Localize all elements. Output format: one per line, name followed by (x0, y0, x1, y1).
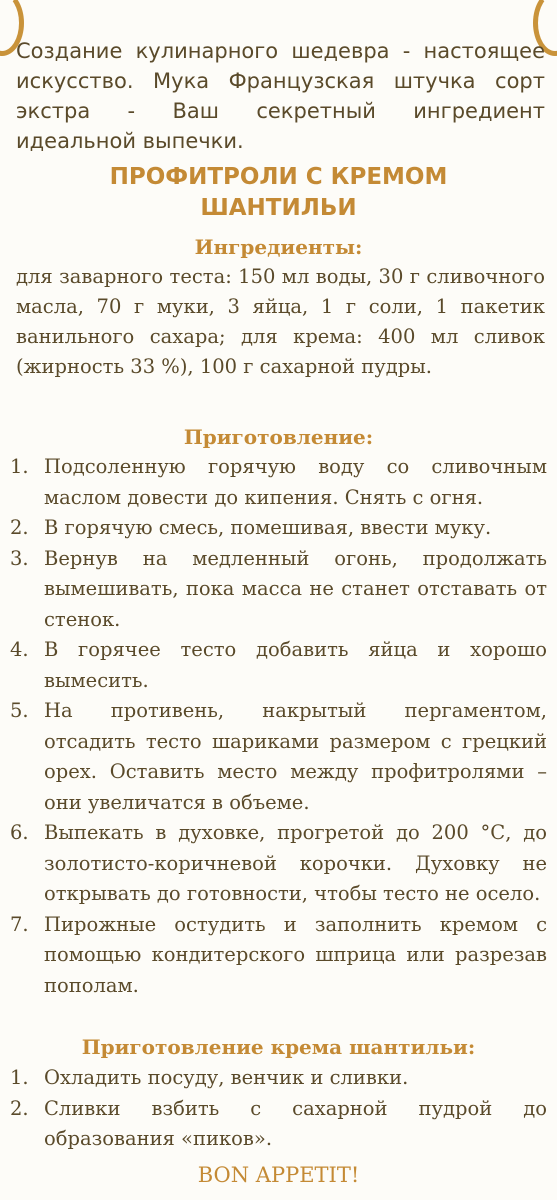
step-number: 2. (10, 516, 29, 539)
step-text: Пирожные остудить и заполнить кремом с помощью кондитерского шприца или разрезав пополам. (44, 912, 547, 997)
closing-text: BON APPETIT! (197, 1163, 360, 1187)
step-number: 1. (10, 455, 29, 478)
recipe-title: ПРОФИТРОЛИ С КРЕМОМ ШАНТИЛЬИ (109, 164, 448, 221)
preparation-steps (8, 452, 547, 1001)
intro-paragraph: Создание кулинарного шедевра - настоящее искусство. Мука Французская штучка сорт экстра - Ваш секретный ингредиент идеальной выпечки. (16, 39, 545, 153)
step-number: 2. (10, 1096, 29, 1120)
preparation-step (8, 513, 547, 544)
step-text: В горячее тесто добавить яйца и хорошо вымесить. (44, 638, 547, 692)
cream-heading: Приготовление крема шантильи: (81, 1035, 476, 1059)
preparation-step (8, 696, 547, 818)
step-text: На противень, накрытый пергаментом, отсадить тесто шариками размером с грецкий орех. Оставить место между профитролями – они увеличатся в объеме. (44, 699, 547, 814)
preparation-heading: Приготовление: (183, 425, 374, 449)
preparation-step (8, 544, 547, 636)
step-text: Сливки взбить с сахарной пудрой до образования «пиков». (44, 1096, 547, 1150)
preparation-step (8, 635, 547, 696)
step-text: Подсоленную горячую воду со сливочным маслом довести до кипения. Снять с огня. (44, 455, 547, 509)
preparation-step (8, 910, 547, 1002)
step-text: Охладить посуду, венчик и сливки. (44, 1066, 409, 1089)
step-text: В горячую смесь, помешивая, ввести муку. (44, 516, 492, 539)
step-number: 6. (10, 821, 29, 844)
step-number: 7. (10, 912, 29, 936)
preparation-step (8, 452, 547, 513)
cream-step (8, 1063, 547, 1094)
step-text: Выпекать в духовке, прогретой до 200 °С, до золотисто-коричневой корочки. Духовку не открывать до готовности, чтобы тесто не осело. (44, 821, 547, 905)
step-number: 4. (10, 638, 29, 661)
cream-step (8, 1094, 547, 1155)
preparation-step (8, 818, 547, 910)
step-text: Вернув на медленный огонь, продолжать вымешивать, пока масса не станет отставать от стенок. (44, 546, 547, 631)
step-number: 1. (10, 1066, 29, 1089)
ingredients-text: для заварного теста: 150 мл воды, 30 г сливочного масла, 70 г муки, 3 яйца, 1 г соли, 1 пакетик ванильного сахара; для крема: 400 мл сливок (жирность 33 %), 100 г сахарной пудры. (16, 265, 545, 378)
cream-steps (8, 1063, 547, 1155)
ingredients-heading: Ингредиенты: (194, 235, 363, 259)
step-number: 5. (10, 699, 29, 722)
step-number: 3. (10, 546, 29, 570)
